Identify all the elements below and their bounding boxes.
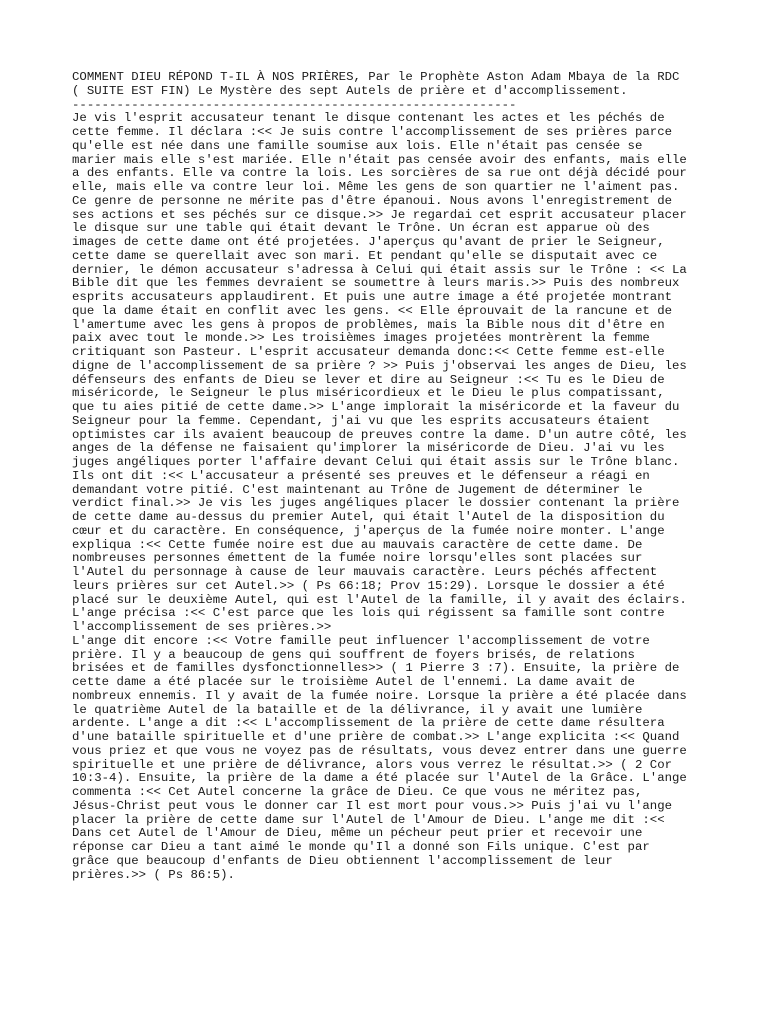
text-line: prière. Il y a beaucoup de gens qui souffrent de foyers brisés, de relations (72, 647, 635, 662)
text-line: juges angéliques porter l'affaire devant Celui qui était assis sur le Trône blanc. (72, 455, 680, 469)
text-line: cette dame se querellait avec son mari. Et pendant qu'elle se disputait avec ce (72, 248, 658, 263)
text-line: brisées et de familles dysfonctionnelles>> ( 1 Pierre 3 :7). Ensuite, la prière de (72, 661, 680, 676)
text-line: 10:3-4). Ensuite, la prière de la dame a été placée sur l'Autel de la Grâce. L'ange (72, 771, 687, 786)
text-line: que la dame était en conflit avec les gens. << Elle éprouvait de la rancune et de (72, 303, 673, 318)
text-line: de cette dame au-dessus du premier Autel, qui était l'Autel de la disposition du (72, 510, 665, 524)
text-line: d'une bataille spirituelle et d'une prière de combat.>> L'ange explicita :<< Quand (72, 730, 680, 744)
text-line: dernier, le démon accusateur s'adressa à Celui qui était assis sur le Trône : << La (72, 262, 687, 277)
text-line: leurs prières sur cet Autel.>> ( Ps 66:18; Prov 15:29). Lorsque le dossier a été (72, 578, 665, 593)
text-line: grâce que beaucoup d'enfants de Dieu obtiennent l'accomplissement de leur (72, 853, 613, 868)
text-line: nombreuses personnes émettent de la fumée noire lorsqu'elles sont placées sur (72, 551, 643, 566)
text-line: placer la prière de cette dame sur l'Autel de l'Amour de Dieu. L'ange me dit :<< (72, 812, 665, 827)
text-line: Seigneur pour la femme. Cependant, j'ai vu que les esprits accusateurs étaient (72, 413, 650, 428)
text-line: le disque sur une table qui était devant le Trône. Un écran est apparue où des (72, 221, 650, 236)
text-line: prières.>> ( Ps 86:5). (72, 867, 235, 882)
text-line: miséricorde, le Seigneur le plus miséricordieux et le Dieu le plus compatissant, (72, 386, 665, 401)
text-line: Dans cet Autel de l'Amour de Dieu, même un pécheur peut prier et recevoir une (72, 826, 643, 841)
text-line: Ils ont dit :<< L'accusateur a présenté ses preuves et le défenseur a réagi en (72, 468, 650, 483)
text-line: l'accomplissement de ses prières.>> (72, 620, 332, 634)
text-line: expliqua :<< Cette fumée noire est due au mauvais caractère de cette dame. De (72, 537, 643, 552)
document-title-line: ( SUITE EST FIN) Le Mystère des sept Autels de prière et d'accomplissement. (72, 83, 628, 98)
text-line: cette dame a été placée sur le troisième Autel de l'ennemi. La dame avait de (72, 675, 635, 689)
text-line: optimistes car ils avaient beaucoup de preuves contre la dame. D'un autre côté, les (72, 427, 687, 442)
text-line: elle, mais elle va contre leur loi. Même les gens de son quartier ne l'aiment pas. (72, 180, 680, 194)
text-line: images de cette dame ont été projetées. J'aperçus qu'avant de prier le Seigneur, (72, 235, 665, 249)
text-line: réponse car Dieu a tant aimé le monde qu'Il a donné son Fils unique. C'est par (72, 840, 650, 854)
text-line: L'ange précisa :<< C'est parce que les lois qui régissent sa famille sont contre (72, 606, 665, 621)
text-line: Jésus-Christ peut vous le donner car Il est mort pour vous.>> Puis j'ai vu l'ange (72, 798, 673, 813)
text-line: Je vis l'esprit accusateur tenant le disque contenant les actes et les péchés de (72, 111, 665, 126)
text-line: placé sur le deuxième Autel, qui est l'Autel de la famille, il y avait des éclairs. (72, 592, 687, 607)
text-line: a des enfants. Elle va contre la lois. Les sorcières de sa rue ont déjà décidé pour (72, 166, 687, 181)
text-line: ardente. L'ange a dit :<< L'accomplissement de la prière de cette dame résultera (72, 716, 665, 731)
text-line: cette femme. Il déclara :<< Je suis contre l'accomplissement de ses prières parce (72, 125, 673, 139)
text-line: anges de la défense ne faisaient qu'implorer la miséricorde de Dieu. J'ai vu les (72, 441, 665, 456)
separator-line: ------------------------------------------------------------ (72, 97, 517, 112)
text-line: qu'elle est née dans une famille soumise aux lois. Elle n'était pas censée se (72, 138, 643, 153)
text-line: l'amertume avec les gens à propos de problèmes, mais la Bible nous dit d'être en (72, 317, 665, 332)
text-line: défenseurs des enfants de Dieu se lever et dire au Seigneur :<< Tu es le Dieu de (72, 372, 665, 387)
text-line: Bible dit que les femmes devraient se soumettre à leurs maris.>> Puis des nombreux (72, 276, 680, 291)
text-line: cœur et du caractère. En conséquence, j'aperçus de la fumée noire monter. L'ange (72, 523, 665, 538)
text-line: ses actions et ses péchés sur ce disque.>> Je regardai cet esprit accusateur placer (72, 207, 687, 222)
text-line: vous priez et que vous ne voyez pas de résultats, vous devez entrer dans une guerre (72, 743, 687, 758)
text-line: commenta :<< Cet Autel concerne la grâce de Dieu. Ce que vous ne méritez pas, (72, 785, 643, 799)
text-line: l'Autel du personnage à cause de leur mauvais caractère. Leurs péchés affectent (72, 565, 658, 579)
text-line: que tu aies pitié de cette dame.>> L'ange implorait la miséricorde et la faveur du (72, 400, 680, 414)
text-line: critiquant son Pasteur. L'esprit accusateur demanda donc:<< Cette femme est-elle (72, 345, 665, 359)
text-line: L'ange dit encore :<< Votre famille peut influencer l'accomplissement de votre (72, 633, 650, 648)
text-line: le quatrième Autel de la bataille et de la délivrance, il y avait une lumière (72, 702, 643, 717)
text-line: nombreux ennemis. Il y avait de la fumée noire. Lorsque la prière a été placée dans (72, 688, 687, 703)
text-line: marier mais elle s'est mariée. Elle n'était pas censée avoir des enfants, mais elle (72, 152, 687, 167)
text-line: paix avec tout le monde.>> Les troisièmes images projetées montrèrent la femme (72, 331, 650, 346)
text-line: esprits accusateurs applaudirent. Et puis une autre image a été projetée montrant (72, 290, 673, 304)
text-line: demandant votre pitié. C'est maintenant au Trône de Jugement de déterminer le (72, 482, 643, 497)
document-page (72, 71, 712, 882)
text-line: verdict final.>> Je vis les juges angéliques placer le dossier contenant la prière (72, 496, 680, 511)
text-line: Ce genre de personne ne mérite pas d'être épanoui. Nous avons l'enregistrement de (72, 193, 673, 208)
text-line: digne de l'accomplissement de sa prière ? >> Puis j'observai les anges de Dieu, les (72, 358, 687, 373)
text-line: spirituelle et une prière de délivrance, alors vous verrez le résultat.>> ( 2 Cor (72, 757, 673, 772)
document-title-line: COMMENT DIEU RÉPOND T-IL À NOS PRIÈRES, Par le Prophète Aston Adam Mbaya de la RDC (72, 70, 680, 84)
